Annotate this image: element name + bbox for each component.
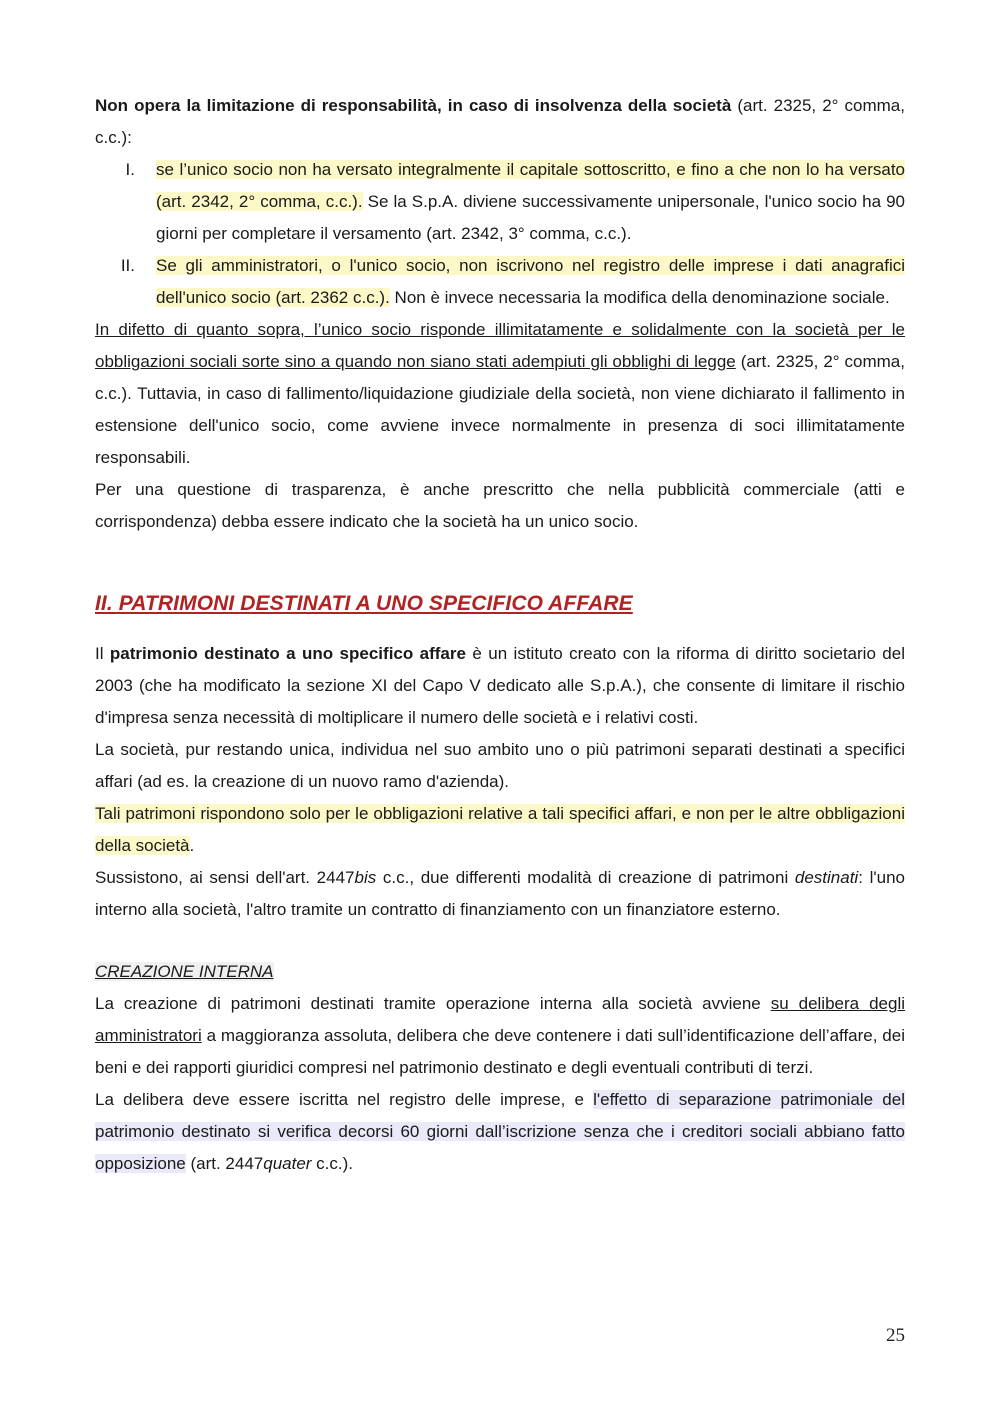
creazione-paragraph xyxy=(95,988,905,1084)
underlined-text: In difetto di quanto sopra, l’unico socio risponde illimitatamente e solidalmente con la società per le obbligazioni sociali sorte sino a quando non siano stati adempiuti gli obblighi di legge xyxy=(95,320,905,371)
highlighted-text: Se gli amministratori, o l'unico socio, non iscrivono nel registro delle imprese i dati anagrafici dell'unico socio (art. 2362 c.c.). xyxy=(156,256,905,307)
intro-paragraph xyxy=(95,90,905,154)
subheading-text: CREAZIONE INTERNA xyxy=(95,962,274,981)
list-text: Non è invece necessaria la modifica della denominazione sociale. xyxy=(389,288,890,307)
subheading xyxy=(95,956,905,988)
istituto-pre: Il xyxy=(95,644,110,663)
istituto-bold: patrimonio destinato a uno specifico affare xyxy=(109,644,466,663)
sussistono-mid: c.c., due differenti modalità di creazione di patrimoni xyxy=(376,868,795,887)
societa-paragraph: La società, pur restando unica, individua nel suo ambito uno o più patrimoni separati destinati a specifici affari (ad es. la creazione di un nuovo ramo d'azienda). xyxy=(95,740,905,791)
highlighted-text: l'effetto di separazione patrimoniale del patrimonio destinato si verifica decorsi 60 giorni dall’iscrizione senza che i creditori sociali abbiano fatto opposizione xyxy=(95,1090,905,1173)
page-number: 25 xyxy=(886,1325,905,1346)
list-item xyxy=(95,250,905,314)
underlined-text: su delibera degli amministratori xyxy=(95,994,905,1045)
sussistono-paragraph xyxy=(95,862,905,926)
section-heading: II. PATRIMONI DESTINATI A UNO SPECIFICO AFFARE xyxy=(95,592,633,615)
intro-rest: (art. 2325, 2° comma, c.c.): xyxy=(95,96,905,147)
italic-destinati: destinati xyxy=(794,868,859,887)
istituto-paragraph xyxy=(95,638,905,734)
list-text: Se la S.p.A. diviene successivamente unipersonale, l'unico socio ha 90 giorni per completare il versamento (art. 2342, 3° comma, c.c.). xyxy=(156,192,906,243)
italic-quater: quater xyxy=(263,1154,312,1173)
sussistono-pre: Sussistono, ai sensi dell'art. 2447 xyxy=(95,868,355,887)
delibera-rest: c.c.). xyxy=(311,1154,354,1173)
highlighted-text: se l’unico socio non ha versato integralmente il capitale sottoscritto, e fino a che non lo ha versato (art. 2342, 2° comma, c.c.). xyxy=(156,160,905,211)
conditions-list xyxy=(95,154,905,314)
delibera-paragraph xyxy=(95,1084,905,1180)
istituto-rest: è un istituto creato con la riforma di diritto societario del 2003 (che ha modificato la sezione XI del Capo V dedicato alle S.p.A.), che consente di limitare il rischio d'impresa senza necessità di moltiplicare il numero delle società e i relativi costi. xyxy=(95,644,905,727)
italic-bis: bis xyxy=(354,868,377,887)
tali-paragraph xyxy=(95,798,905,862)
document-page xyxy=(95,90,905,1180)
difetto-paragraph xyxy=(95,314,905,474)
difetto-rest: (art. 2325, 2° comma, c.c.). Tuttavia, in caso di fallimento/liquidazione giudiziale della società, non viene dichiarato il fallimento in estensione dell'unico socio, come avviene invece normalmente in presenza di soci illimitatamente responsabili. xyxy=(95,352,905,467)
creazione-rest: a maggioranza assoluta, delibera che deve contenere i dati sull’identificazione dell’affare, dei beni e dei rapporti giuridici compresi nel patrimonio destinato e degli eventuali contributi di terzi. xyxy=(95,1026,905,1077)
trasparenza-paragraph: Per una questione di trasparenza, è anche prescritto che nella pubblicità commerciale (atti e corrispondenza) debba essere indicato che la società ha un unico socio. xyxy=(95,480,905,531)
delibera-mid: (art. 2447 xyxy=(185,1154,264,1173)
creazione-pre: La creazione di patrimoni destinati tramite operazione interna alla società avviene xyxy=(95,994,771,1013)
list-number: I. xyxy=(125,160,135,179)
sussistono-rest: : l'uno interno alla società, l'altro tramite un contratto di finanziamento con un finanziatore esterno. xyxy=(95,868,905,919)
list-item xyxy=(95,154,905,250)
tali-rest: . xyxy=(189,836,195,855)
delibera-pre: La delibera deve essere iscritta nel registro delle imprese, e xyxy=(95,1090,594,1109)
highlighted-text: Tali patrimoni rispondono solo per le obbligazioni relative a tali specifici affari, e non per le altre obbligazioni della società xyxy=(95,804,905,855)
intro-bold: Non opera la limitazione di responsabilità, in caso di insolvenza della società xyxy=(95,96,732,115)
list-number: II. xyxy=(120,256,135,275)
